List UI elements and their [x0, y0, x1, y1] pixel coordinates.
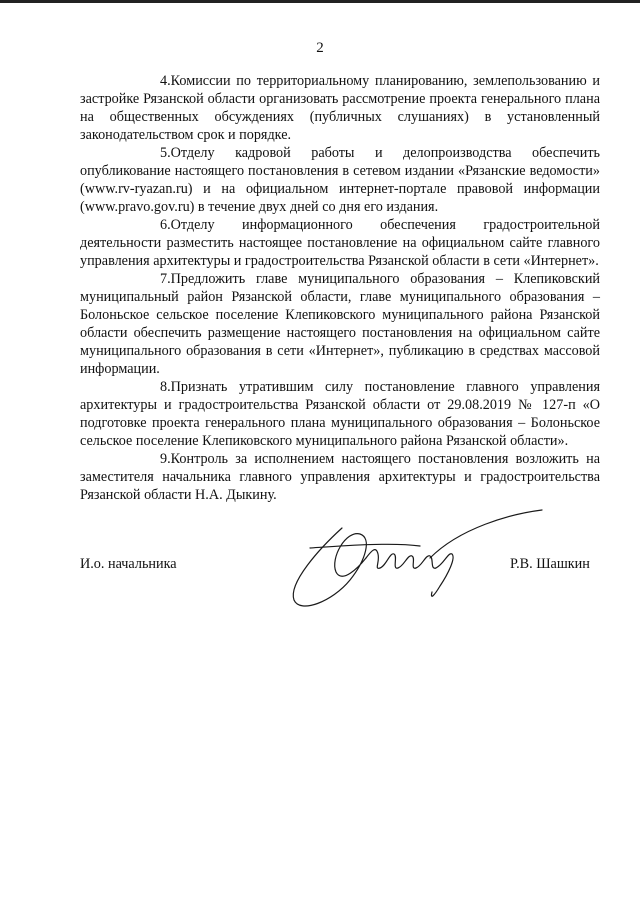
paragraph-text: Предложить главе муниципального образования – Клепиковский муниципальный район Рязанской области, главе муниципального образования – Болоньское сельское поселение Клепиковского муниципального района Рязанской области обеспечить размещение настоящего постановления на официальном сайте муниципального образования в сети «Интернет», публикацию в средствах массовой информации.	[80, 271, 600, 377]
paragraph-text: Признать утратившим силу постановление главного управления архитектуры и градостроительства Рязанской области от 29.08.2019 № 127-п «О подготовке проекта генерального плана муниципального образования – Болоньское сельское поселение Клепиковского муниципального района Рязанской области».	[80, 379, 600, 449]
paragraph-number: 4.	[160, 73, 171, 89]
signatory-title: И.о. начальника	[80, 556, 177, 572]
paragraph-text: Отделу информационного обеспечения градостроительной деятельности разместить настоящее постановление на официальном сайте главного управления архитектуры и градостроительства Рязанской области в сети «Интернет».	[80, 217, 600, 269]
document-body	[80, 72, 600, 504]
paragraph-text: Контроль за исполнением настоящего постановления возложить на заместителя начальника главного управления архитектуры и градостроительства Рязанской области Н.А. Дыкину.	[80, 451, 600, 503]
paragraph-number: 6.	[160, 217, 171, 233]
paragraph-8	[80, 378, 600, 450]
page-number: 2	[316, 40, 324, 56]
top-border-line	[0, 0, 640, 3]
paragraph-number: 8.	[160, 379, 171, 395]
paragraph-5	[80, 144, 600, 216]
paragraph-number: 7.	[160, 271, 171, 287]
paragraph-number: 5.	[160, 145, 171, 161]
paragraph-7	[80, 270, 600, 378]
paragraph-text: Отделу кадровой работы и делопроизводства обеспечить опубликование настоящего постановления в сетевом издании «Рязанские ведомости» (www.rv-ryazan.ru) и на официальном интернет-портале правовой информации (www.pravo.gov.ru) в течение двух дней со дня его издания.	[80, 145, 600, 215]
paragraph-number: 9.	[160, 451, 171, 467]
signatory-name: Р.В. Шашкин	[510, 556, 590, 572]
paragraph-6	[80, 216, 600, 270]
paragraph-text: Комиссии по территориальному планированию, землепользованию и застройке Рязанской области организовать рассмотрение проекта генерального плана на общественных обсуждениях (публичных слушаниях) в установленный законодательством срок и порядке.	[80, 73, 600, 143]
paragraph-4	[80, 72, 600, 144]
handwritten-signature	[280, 488, 560, 618]
